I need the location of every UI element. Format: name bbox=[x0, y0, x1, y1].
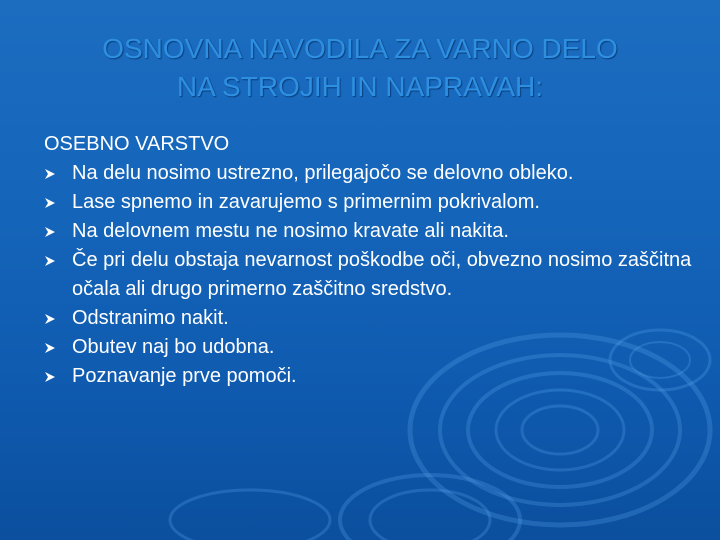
bullet-item bbox=[44, 159, 704, 188]
bullet-item bbox=[44, 304, 704, 333]
bullet-text: Odstranimo nakit. bbox=[72, 307, 229, 329]
bullet-text: Poznavanje prve pomoči. bbox=[72, 365, 297, 387]
slide-body bbox=[44, 130, 704, 391]
bullet-item bbox=[44, 333, 704, 362]
bullet-list bbox=[44, 159, 704, 391]
arrowhead-bullet-icon bbox=[44, 313, 56, 325]
arrowhead-bullet-icon bbox=[44, 371, 56, 383]
bullet-text: Če pri delu obstaja nevarnost poškodbe oči, obvezno nosimo zaščitna očala ali drugo primerno zaščitno sredstvo. bbox=[72, 249, 692, 300]
arrowhead-bullet-icon bbox=[44, 168, 56, 180]
arrowhead-bullet-icon bbox=[44, 255, 56, 267]
section-heading: OSEBNO VARSTVO bbox=[44, 133, 230, 155]
arrowhead-bullet-icon bbox=[44, 226, 56, 238]
slide-title-line-1: OSNOVNA NAVODILA ZA VARNO DELO bbox=[102, 33, 618, 64]
bullet-item bbox=[44, 362, 704, 391]
bullet-item bbox=[44, 217, 704, 246]
slide-title-line-2: NA STROJIH IN NAPRAVAH: bbox=[176, 71, 544, 102]
bullet-text: Lase spnemo in zavarujemo s primernim pokrivalom. bbox=[72, 191, 540, 213]
bullet-item bbox=[44, 188, 704, 217]
bullet-text: Obutev naj bo udobna. bbox=[72, 336, 275, 358]
bullet-text: Na delu nosimo ustrezno, prilegajočo se delovno obleko. bbox=[72, 162, 574, 184]
arrowhead-bullet-icon bbox=[44, 197, 56, 209]
slide-title bbox=[20, 30, 700, 106]
bullet-text: Na delovnem mestu ne nosimo kravate ali nakita. bbox=[72, 220, 509, 242]
bullet-item bbox=[44, 246, 704, 304]
arrowhead-bullet-icon bbox=[44, 342, 56, 354]
